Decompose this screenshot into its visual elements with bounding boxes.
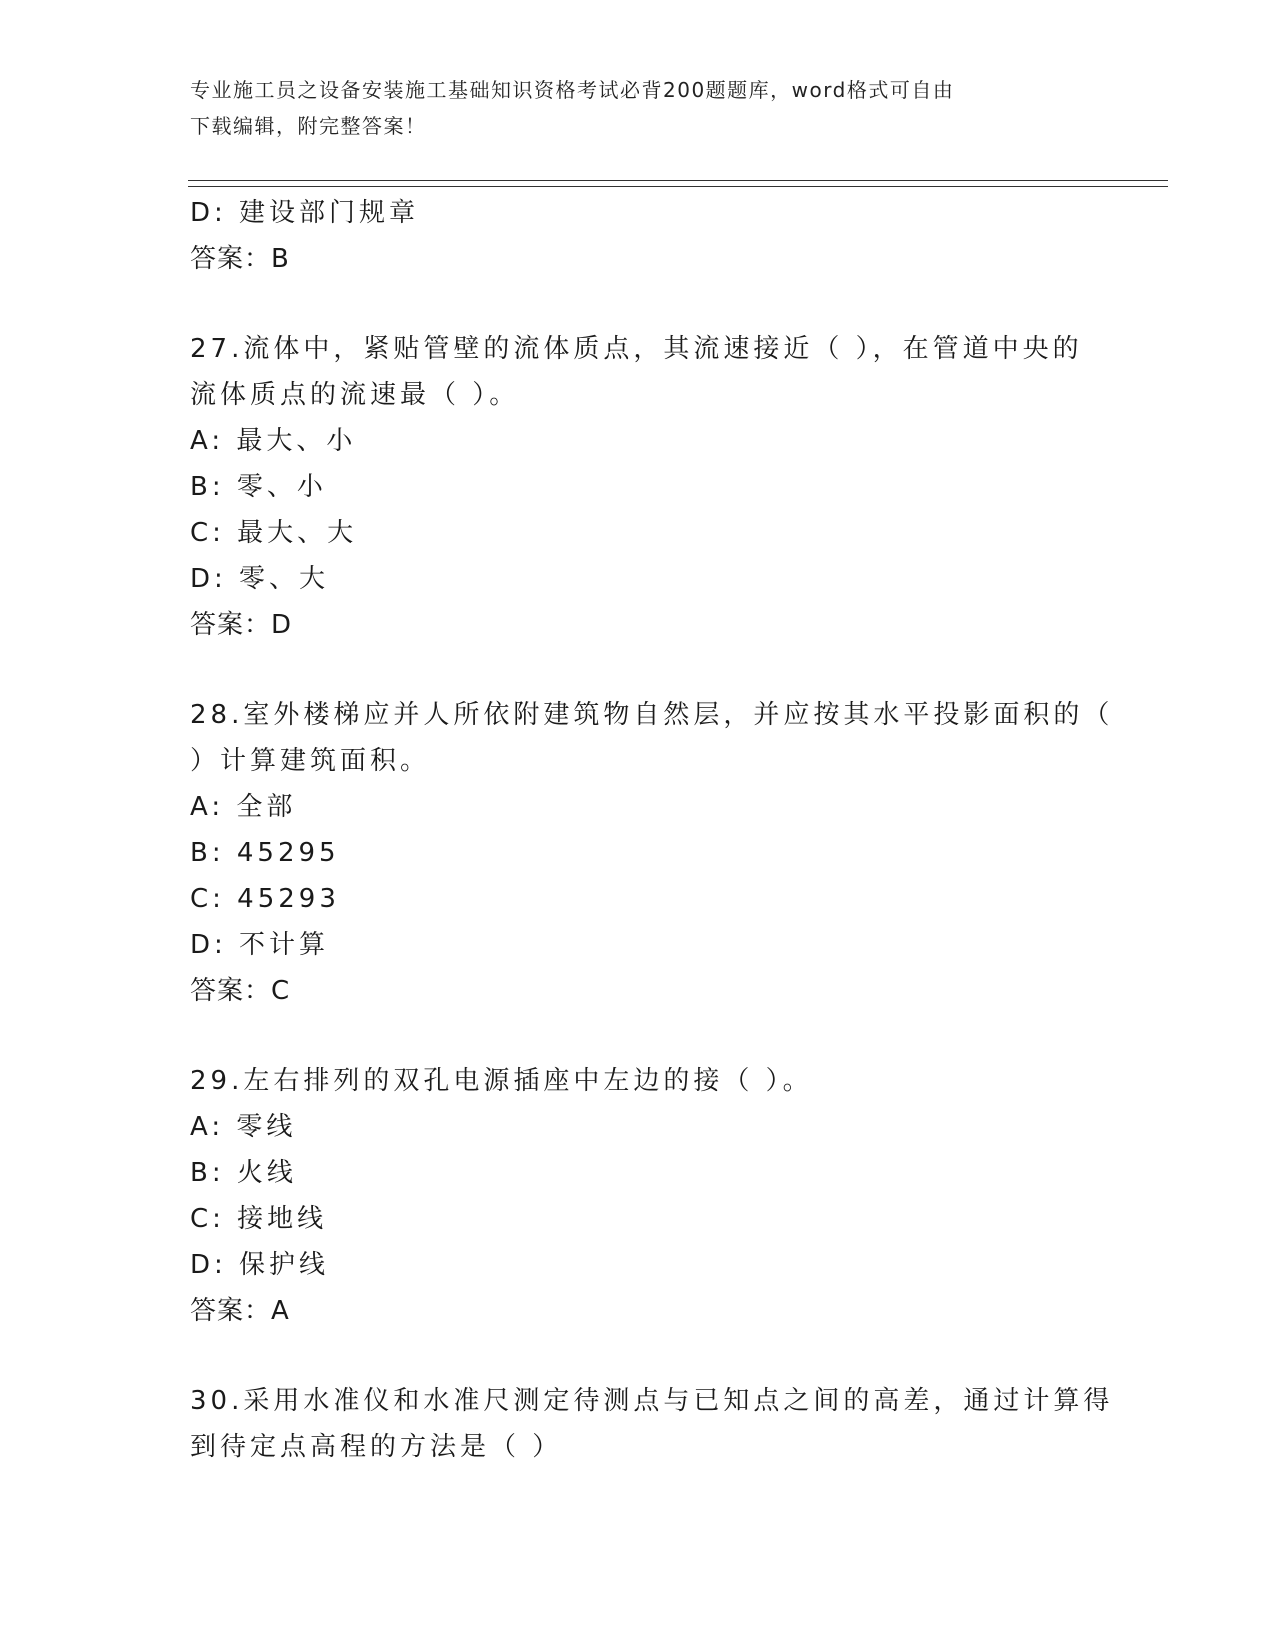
option-d: D: 建设部门规章 [190,198,420,228]
answer-line: 答案：C [190,976,291,1006]
question-stem: 30.采用水准仪和水准尺测定待测点与已知点之间的高差，通过计算得 [190,1386,1114,1416]
option-b: B: 火线 [190,1158,297,1188]
answer-line: 答案：D [190,610,293,640]
question-30 [190,1378,1114,1470]
question-29 [190,1058,1110,1334]
option-d: D: 零、大 [190,564,330,594]
header-line-1: 专业施工员之设备安装施工基础知识资格考试必背200题题库，word格式可自由 [190,78,955,102]
option-c: C: 45293 [190,884,340,914]
option-c: C: 接地线 [190,1204,328,1234]
question-27 [190,326,1110,648]
question-stem-cont: 流体质点的流速最（ ）。 [190,380,520,410]
answer-line: 答案：A [190,1296,290,1326]
option-b: B: 零、小 [190,472,327,502]
answer-line: 答案：B [190,244,290,274]
question-stem-cont: ）计算建筑面积。 [190,746,431,776]
header-divider-top [188,180,1168,181]
option-b: B: 45295 [190,838,340,868]
header-line-2: 下载编辑，附完整答案！ [190,114,427,138]
option-a: A: 全部 [190,792,297,822]
question-28 [190,692,1114,1014]
question-stem: 28.室外楼梯应并人所依附建筑物自然层，并应按其水平投影面积的（ [190,700,1114,730]
option-a: A: 最大、小 [190,426,357,456]
question-stem: 29.左右排列的双孔电源插座中左边的接（ ）。 [190,1066,813,1096]
question-list [190,190,1114,1470]
option-d: D: 保护线 [190,1250,330,1280]
header-divider-bottom [188,186,1168,187]
question-stem-cont: 到待定点高程的方法是（ ） [190,1432,563,1462]
option-d: D: 不计算 [190,930,330,960]
option-c: C: 最大、大 [190,518,358,548]
question-stem: 27.流体中，紧贴管壁的流体质点，其流速接近（ ），在管道中央的 [190,334,1083,364]
option-a: A: 零线 [190,1112,297,1142]
document-header [190,72,1090,144]
